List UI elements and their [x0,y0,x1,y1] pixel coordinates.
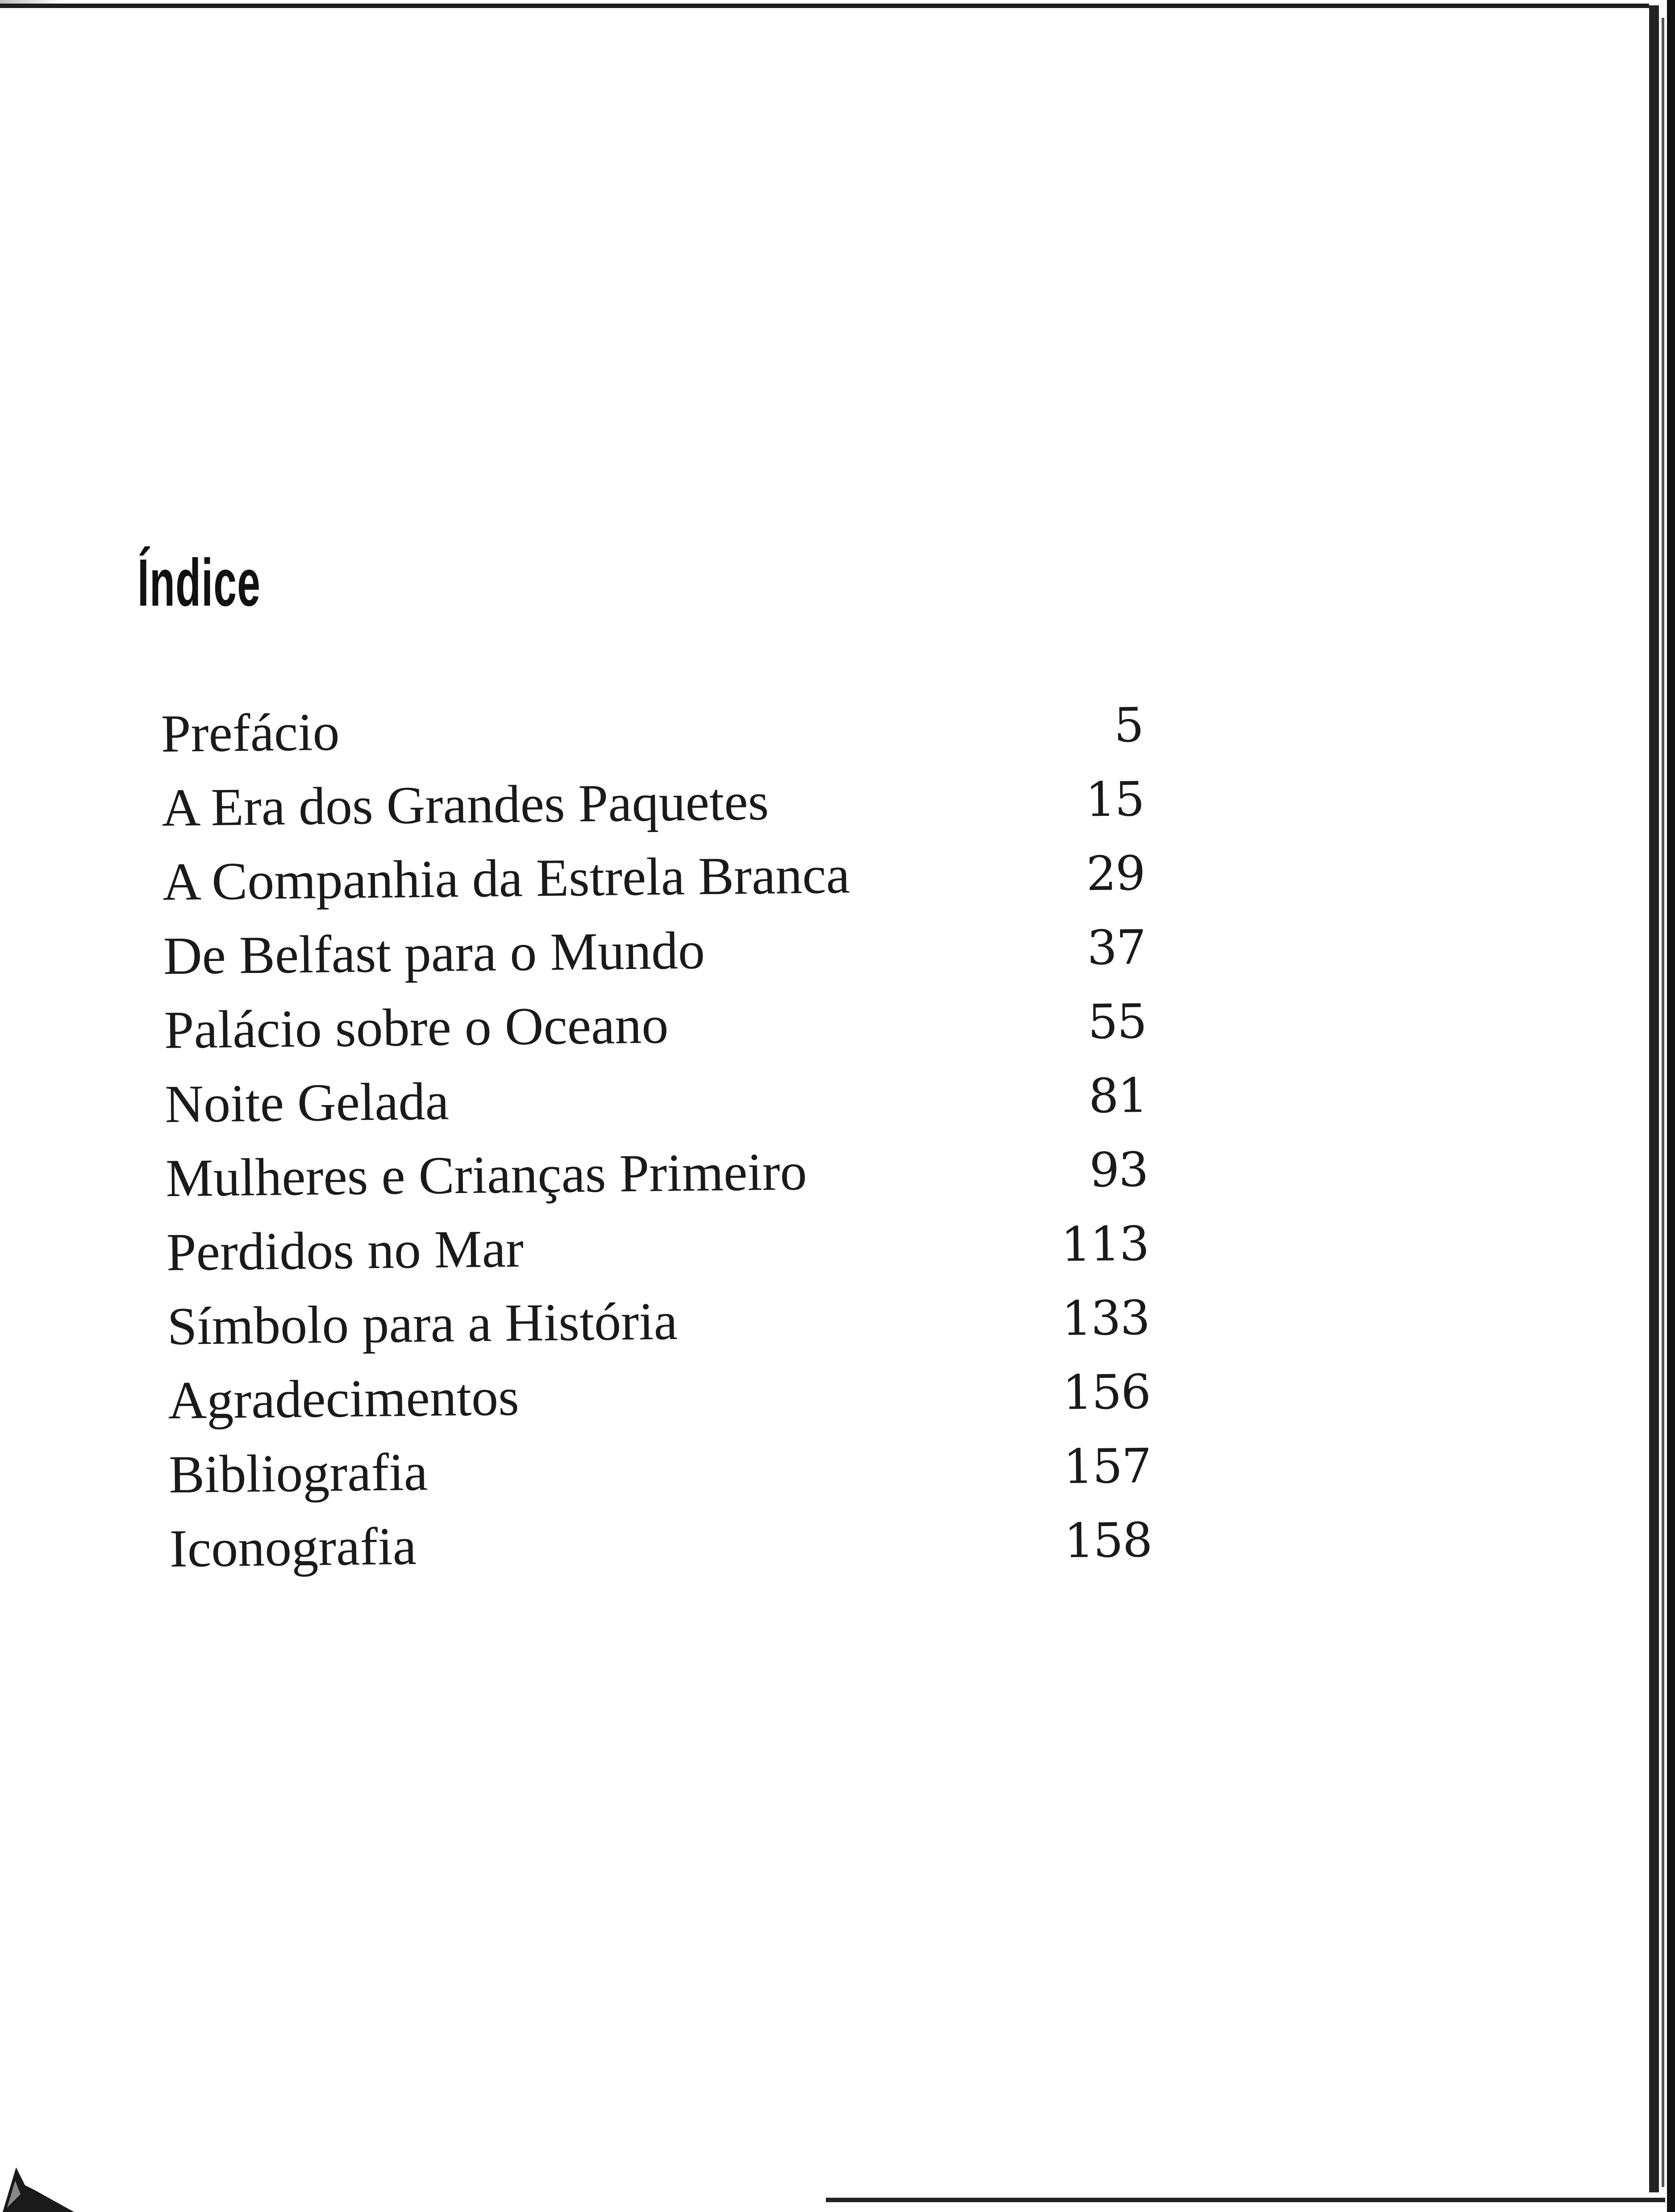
toc-entry [169,1508,1152,1592]
toc-entry [168,1360,1151,1444]
toc-entry-title: Agradecimentos [167,1367,520,1430]
toc-entry [166,1211,1149,1296]
toc-entry-page: 133 [1061,1290,1150,1346]
scan-edge-top [0,4,1652,8]
toc-entry [165,1137,1148,1222]
toc-entry-title: Mulheres e Crianças Primeiro [165,1141,808,1208]
toc-entry [165,1063,1148,1148]
toc-entry-title: Perdidos no Mar [166,1218,524,1282]
toc-entry-page: 81 [1088,1068,1147,1124]
toc-entry [167,1285,1150,1370]
scan-edge-right [1649,0,1675,2212]
toc-entry-page: 15 [1085,771,1145,827]
toc-entry-page: 157 [1063,1438,1151,1494]
toc-entry-title: A Era dos Grandes Paquetes [161,771,769,837]
toc-entry-title: Bibliografia [168,1442,428,1504]
toc-entry-title: Noite Gelada [164,1071,450,1134]
toc-entry-title: Iconografia [169,1516,417,1578]
toc-entry-page: 5 [1113,697,1144,753]
scan-corner-mark [3,2158,74,2212]
toc-entry [163,915,1146,999]
table-of-contents [161,693,1152,1592]
toc-entry-title: Símbolo para a História [167,1291,678,1356]
toc-entry-page: 158 [1063,1512,1152,1568]
toc-entry-title: A Companhia da Estrela Branca [162,844,850,911]
toc-entry [161,693,1144,777]
toc-entry-page: 156 [1062,1364,1150,1420]
toc-entry-title: De Belfast para o Mundo [163,920,705,985]
toc-entry-page: 37 [1087,919,1146,976]
toc-entry [168,1434,1151,1518]
toc-entry-page: 55 [1088,994,1147,1050]
scan-edge-bottom [826,2198,1665,2202]
toc-entry-page: 29 [1086,845,1145,902]
page-title: Índice [138,545,261,620]
toc-entry [162,767,1145,851]
toc-entry-title: Palácio sobre o Oceano [163,995,669,1060]
toc-entry-page: 113 [1060,1216,1149,1272]
toc-entry-title: Prefácio [161,702,340,763]
toc-entry [162,841,1145,925]
toc-entry [164,989,1147,1073]
toc-entry-page: 93 [1089,1142,1148,1198]
